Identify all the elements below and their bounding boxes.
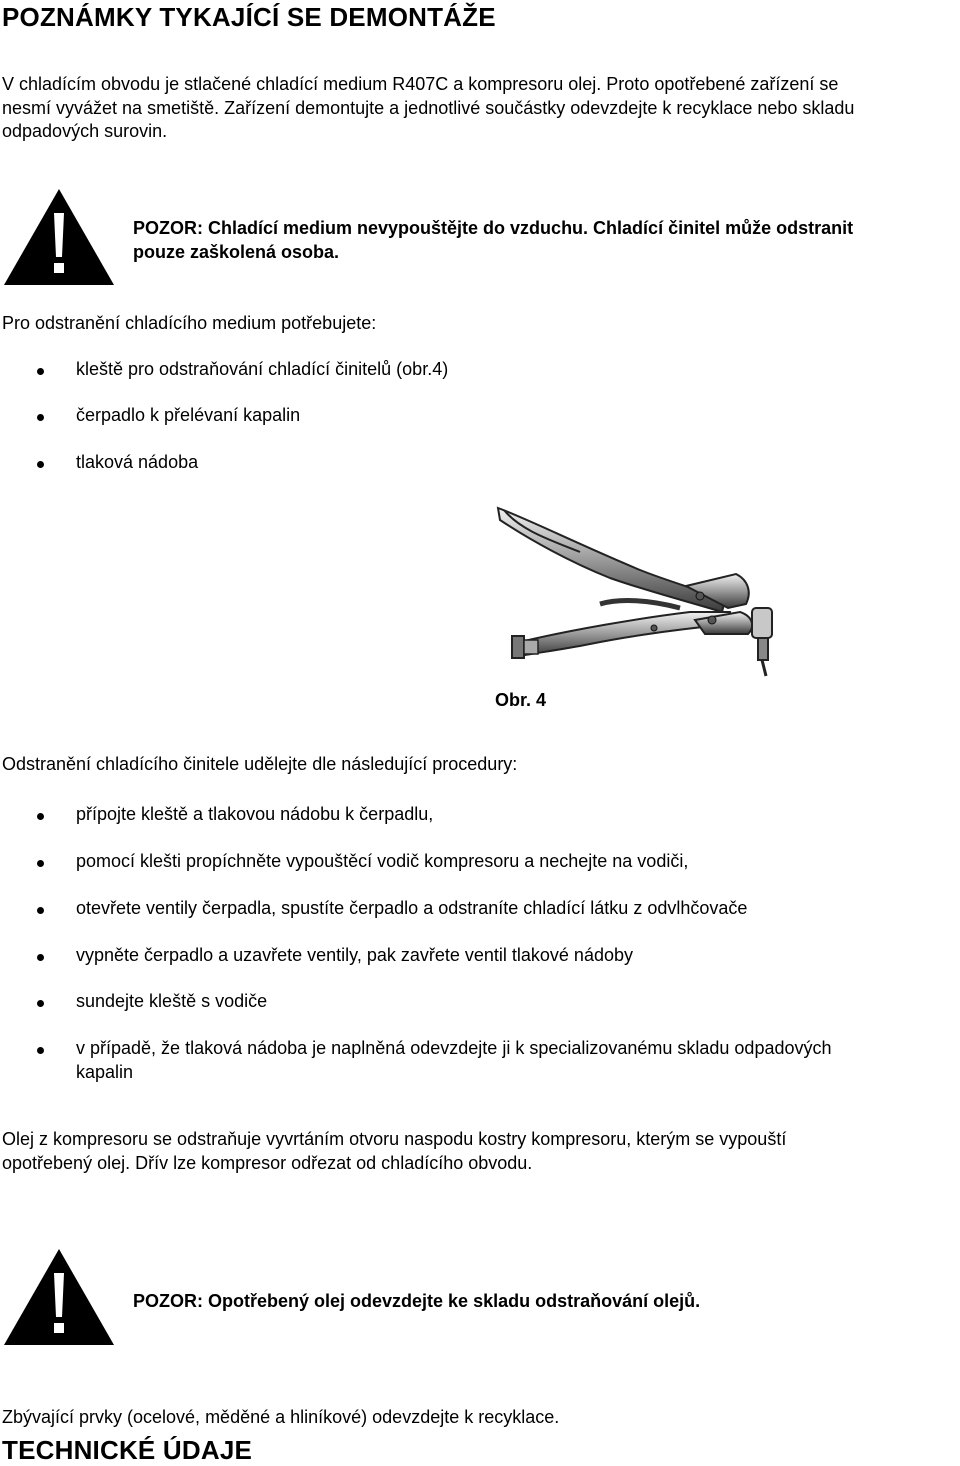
- list-item: sundejte kleště s vodiče: [76, 991, 268, 1011]
- list-item: čerpadlo k přelévaní kapalin: [76, 405, 301, 425]
- oil-line: opotřebený olej. Dřív lze kompresor odřezat od chladícího obvodu.: [2, 1152, 533, 1173]
- warning-1-line: pouze zaškolená osoba.: [133, 241, 340, 262]
- list-item: kleště pro odstraňování chladící činitelů (obr.4): [76, 359, 449, 379]
- warning-1-text: [133, 217, 953, 264]
- page-title: POZNÁMKY TYKAJÍCÍ SE DEMONTÁŽE: [2, 2, 496, 32]
- pliers-tool-image: [490, 500, 790, 685]
- list-item: [76, 1037, 946, 1084]
- intro-line: odpadových surovin.: [2, 121, 168, 141]
- bullet-icon: [37, 907, 44, 914]
- list-item: pomocí klešti propíchněte vypouštěcí vodič kompresoru a nechejte na vodiči,: [76, 851, 689, 871]
- oil-paragraph: [2, 1128, 952, 1175]
- bullet-icon: [37, 1047, 44, 1054]
- intro-line: V chladícím obvodu je stlačené chladící medium R407C a kompresoru olej. Proto opotřebené zařízení se: [2, 74, 839, 94]
- bullet-icon: [37, 414, 44, 421]
- list-item-line: kapalin: [76, 1061, 134, 1082]
- list-item: otevřete ventily čerpadla, spustíte čerpadlo a odstraníte chladící látku z odvlhčovače: [76, 898, 748, 918]
- intro-paragraph: [2, 73, 960, 144]
- bullet-icon: [37, 813, 44, 820]
- warning-2-text: POZOR: Opotřebený olej odevzdejte ke skladu odstraňování olejů.: [133, 1291, 701, 1311]
- figure-caption: Obr. 4: [495, 690, 547, 710]
- list-item: vypněte čerpadlo a uzavřete ventily, pak zavřete ventil tlakové nádoby: [76, 945, 633, 965]
- procedure-heading: Odstranění chladícího činitele udělejte dle následující procedury:: [2, 754, 518, 774]
- bullet-icon: [37, 954, 44, 961]
- oil-line: Olej z kompresoru se odstraňuje vyvrtáním otvoru naspodu kostry kompresoru, kterým se vypouští: [2, 1129, 787, 1149]
- warning-triangle-icon: [2, 187, 116, 287]
- bullet-icon: [37, 461, 44, 468]
- list-item: přípojte kleště a tlakovou nádobu k čerpadlu,: [76, 804, 434, 824]
- intro-line: nesmí vyvážet na smetiště. Zařízení demontujte a jednotlivé součástky odevzdejte k recyklace nebo skladu: [2, 97, 855, 118]
- bullet-icon: [37, 860, 44, 867]
- bullet-icon: [37, 368, 44, 375]
- warning-triangle-icon: [2, 1247, 116, 1347]
- recycle-paragraph: Zbývající prvky (ocelové, měděné a hliníkové) odevzdejte k recyklace.: [2, 1407, 560, 1427]
- bullet-icon: [37, 1000, 44, 1007]
- needs-heading: Pro odstranění chladícího medium potřebujete:: [2, 313, 377, 333]
- section-title: TECHNICKÉ ÚDAJE: [2, 1435, 253, 1465]
- list-item: tlaková nádoba: [76, 452, 199, 472]
- warning-1-line: POZOR: Chladící medium nevypouštějte do vzduchu. Chladící činitel může odstranit: [133, 218, 854, 238]
- list-item-line: v případě, že tlaková nádoba je naplněná odevzdejte ji k specializovanému skladu odpadových: [76, 1038, 832, 1058]
